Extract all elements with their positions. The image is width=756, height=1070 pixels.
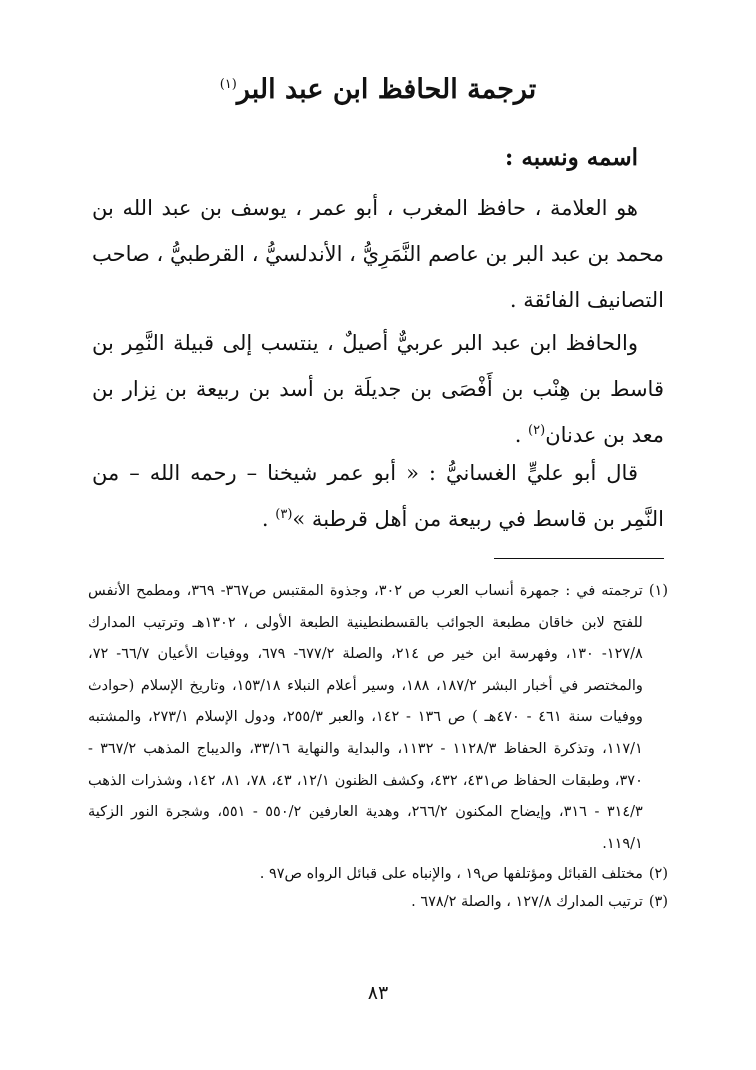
title-text: ترجمة الحافظ ابن عبد البر (236, 74, 537, 105)
footnote-ref-3: (٣) (275, 507, 293, 522)
quote-text: قال أبو عليٍّ الغسانيُّ : « أبو عمر شيخنا – رحمه الله – من النَّمِر بن قاسط في ربيعة من أهل قرطبة » (92, 461, 664, 531)
lineage-text: والحافظ ابن عبد البر عربيٌّ أصيلٌ ، ينتسب إلى قبيلة النَّمِر بن قاسط بن هِنْب بن أَفْصَى بن جديلَة بن أسد بن ربيعة بن نِزار بن معد بن عدنان (92, 331, 664, 447)
footnote-text: ترتيب المدارك ١٢٧/٨ ، والصلة ٦٧٨/٢ . (411, 894, 643, 911)
lineage-end: . (514, 423, 529, 447)
title-footnote-ref: (١) (219, 77, 237, 92)
footnote-3 (88, 888, 668, 916)
paragraph-lineage (92, 320, 664, 458)
footnote-number: (١) (648, 583, 668, 599)
quote-end: . (261, 507, 276, 531)
footnote-divider (494, 558, 664, 559)
footnote-1 (88, 576, 668, 860)
section-heading: اسمه ونسبه : (504, 144, 638, 171)
footnote-text: ترجمته في : جمهرة أنساب العرب ص ٣٠٢، وجذوة المقتبس ص٣٦٧- ٣٦٩، ومطمح الأنفس للفتح لابن خاقان مطبعة الجوائب بالقسطنطينية الطبعة الأولى ، ١٣٠٢هـ وترتيب المدارك ١٢٧/٨- ١٣٠، وفهرسة ابن خير ص ٢١٤، والصلة ٦٧٧/٢- ٦٧٩، ووفيات الأعيان ٦٦/٧- ٧٢، والمختصر في أخبار البشر ١٨٧/٢، ١٨٨، وسير أعلام النبلاء ١٥٣/١٨، وتاريخ الإسلام (حوادث ووفيات سنة ٤٦١ - ٤٧٠هـ ) ص ١٣٦ - ١٤٢، والعبر ٢٥٥/٣، ودول الإسلام ٢٧٣/١، والمشتبه ١١٧/١، وتذكرة الحفاظ ١١٢٨/٣ - ١١٣٢، والبداية والنهاية ٣٣/١٦، والديباج المذهب ٣٦٧/٢ - ٣٧٠، وطبقات الحفاظ ص٤٣١، ٤٣٢، وكشف الظنون ١٢/١، ٤٣، ٧٨، ٨١، ١٤٢، وشذرات الذهب ٣١٤/٣ - ٣١٦، وإيضاح المكنون ٢٦٦/٢، وهدية العارفين ٥٥٠/٢ - ٥٥١، وشجرة النور الزكية ١١٩/١. (88, 583, 643, 852)
footnotes (88, 576, 668, 916)
page-number: ٨٣ (367, 982, 389, 1004)
paragraph-quote-text (92, 450, 664, 542)
paragraph-lineage-text (92, 320, 664, 458)
paragraph-text: هو العلامة ، حافظ المغرب ، أبو عمر ، يوسف بن عبد الله بن محمد بن عبد البر بن عاصم النَّمَرِيُّ ، الأندلسيُّ ، القرطبيُّ ، صاحب التصانيف الفائقة . (92, 196, 664, 312)
footnote-number: (٣) (648, 894, 668, 911)
footnote-number: (٢) (648, 866, 668, 883)
footnote-text: مختلف القبائل ومؤتلفها ص١٩ ، والإنباه على قبائل الرواه ص٩٧ . (259, 866, 643, 883)
paragraph-name (92, 185, 664, 323)
footnote-ref-2: (٢) (528, 423, 546, 438)
paragraph-quote (92, 450, 664, 542)
page-title (0, 70, 756, 110)
footnote-2 (88, 860, 668, 888)
